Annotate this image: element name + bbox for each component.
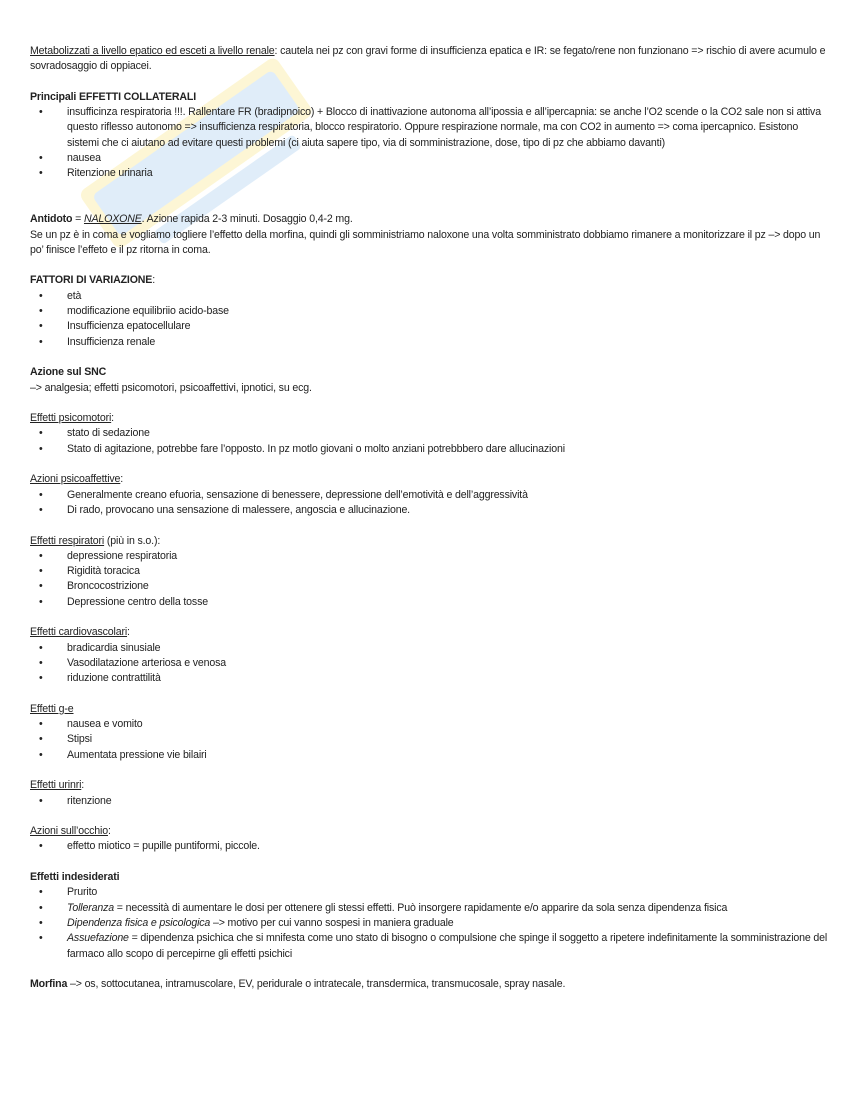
section-suffix: : xyxy=(107,825,111,838)
section-list xyxy=(30,839,830,854)
antidoto-text: Se un pz è in coma e vogliamo togliere l’effetto della morfina, quindi gli somministriamo naloxone una volta somministrato dobbiamo rimanere a monitorizzare il pz –> dopo un po’ finisce l’effeto e il pz ritorna in coma. xyxy=(30,228,821,256)
list-item: • stato di sedazione xyxy=(30,426,830,441)
section-suffix: : xyxy=(111,412,114,425)
intro-paragraph: Metabolizzati a livello epatico ed esceti a livello renale: cautela nei pz con gravi forme di insufficienza epatica e IR: se fegato/rene non funzionano => rischio di avere acumulo e sovradosaggio di oppiacei. xyxy=(30,45,826,73)
indesiderati-list xyxy=(30,885,830,961)
section-title: Effetti respiratori xyxy=(30,534,105,547)
list-item: • depressione respiratoria xyxy=(30,549,830,564)
section-suffix: : xyxy=(127,626,130,639)
list-item: • Stipsi xyxy=(30,732,830,747)
list-item: • effetto miotico = pupille puntiformi, piccole. xyxy=(30,839,830,854)
antidoto-line: Antidoto = NALOXONE. Azione rapida 2-3 minuti. Dosaggio 0,4-2 mg. xyxy=(30,213,353,226)
section-list xyxy=(30,488,830,519)
list-item: • riduzione contrattilità xyxy=(30,671,830,686)
section-list xyxy=(30,641,830,687)
list-item: • Broncocostrizione xyxy=(30,579,830,594)
section-list xyxy=(30,549,830,610)
section-title: Azioni sull’occhio xyxy=(30,825,108,838)
document-page xyxy=(30,44,830,992)
list-item: • Insufficienza epatocellulare xyxy=(30,319,830,334)
snc-text: –> analgesia; effetti psicomotori, psicoaffettivi, ipnotici, su ecg. xyxy=(30,381,312,394)
fattori-list xyxy=(30,289,830,350)
morfina-line: Morfina –> os, sottocutanea, intramuscolare, EV, peridurale o intratecale, transdermica, transmucosale, spray nasale. xyxy=(30,978,566,991)
list-item: • Prurito xyxy=(30,885,830,900)
list-item: • Ritenzione urinaria xyxy=(30,166,830,181)
list-item: • insufficinza respiratoria !!!. Rallentare FR (bradipnoico) + Blocco di inattivazione autonoma all’ipossia e all’ipercapnia: se anche l’O2 scende o la CO2 sale non si attiva questo riflesso autonomo => insufficienza respiratoria, blocco respiratorio. Oppure respirazione normale, ma con CO2 in aumento => coma ipercapnico. Esistono sistemi che ci aiutano ad evitare questi problemi (ci aiuta sapere tipo, via di somministrazione, dose, tipo di pz che abbiamo davanti) xyxy=(30,105,830,151)
section-heading xyxy=(30,824,830,839)
section-title: Effetti urinri xyxy=(30,779,82,792)
section-title: Effetti g-e xyxy=(30,702,74,715)
list-item: • nausea xyxy=(30,151,830,166)
section-suffix: (più in s.o.): xyxy=(104,534,161,547)
list-item: • Vasodilatazione arteriosa e venosa xyxy=(30,656,830,671)
section-list xyxy=(30,717,830,763)
list-item: • età xyxy=(30,289,830,304)
section-title: Effetti psicomotori xyxy=(30,412,112,425)
list-item: • Rigidità toracica xyxy=(30,564,830,579)
collaterali-list xyxy=(30,105,830,181)
effect-sections xyxy=(30,411,830,855)
section-heading xyxy=(30,472,830,487)
snc-heading: Azione sul SNC xyxy=(30,366,107,379)
list-item: • Tolleranza = necessità di aumentare le dosi per ottenere gli stessi effetti. Può insorgere rapidamente e/o apparire da sola senza dipendenza fisica xyxy=(30,901,830,916)
section-heading xyxy=(30,625,830,640)
indesiderati-heading: Effetti indesiderati xyxy=(30,871,120,884)
list-item: • Generalmente creano efuoria, sensazione di benessere, depressione dell’emotività e dell’aggressività xyxy=(30,488,830,503)
section-list xyxy=(30,426,830,457)
fattori-heading: FATTORI DI VARIAZIONE: xyxy=(30,274,156,287)
list-item: • bradicardia sinusiale xyxy=(30,641,830,656)
list-item: • Insufficienza renale xyxy=(30,335,830,350)
list-item: • Assuefazione = dipendenza psichica che si mnifesta come uno stato di bisogno o compulsione che spinge il soggetto a ripetere indefinitamente la somministrazione del farmaco allo scopo di percepirne gli effetti psichici xyxy=(30,931,830,962)
section-heading xyxy=(30,702,830,717)
section-suffix: : xyxy=(120,473,124,486)
list-item: • modificazione equilibriio acido-base xyxy=(30,304,830,319)
section-title: Effetti cardiovascolari xyxy=(30,626,128,639)
list-item: • nausea e vomito xyxy=(30,717,830,732)
collaterali-heading: Principali EFFETTI COLLATERALI xyxy=(30,90,196,103)
section-list xyxy=(30,794,830,809)
list-item: • Depressione centro della tosse xyxy=(30,595,830,610)
list-item: • ritenzione xyxy=(30,794,830,809)
section-title: Azioni psicoaffettive xyxy=(30,473,121,486)
list-item: • Aumentata pressione vie bilairi xyxy=(30,748,830,763)
list-item: • Di rado, provocano una sensazione di malessere, angoscia e allucinazione. xyxy=(30,503,830,518)
section-heading xyxy=(30,534,830,549)
list-item: • Stato di agitazione, potrebbe fare l’opposto. In pz motlo giovani o molto anziani potrebbbero dare allucinazioni xyxy=(30,442,830,457)
section-heading xyxy=(30,411,830,426)
list-item: • Dipendenza fisica e psicologica –> motivo per cui vanno sospesi in maniera graduale xyxy=(30,916,830,931)
section-suffix: : xyxy=(81,779,85,792)
section-heading xyxy=(30,778,830,793)
